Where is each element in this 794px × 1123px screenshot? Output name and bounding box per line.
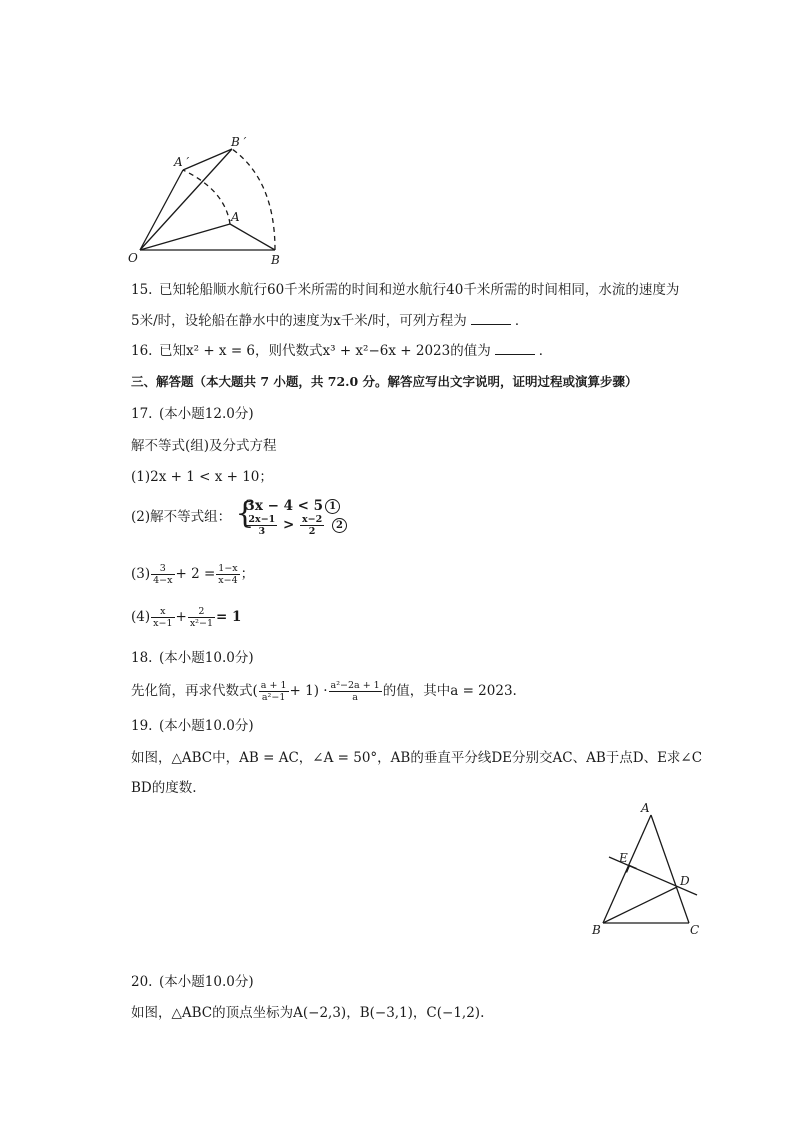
q18-header [131,649,254,667]
numerator: 2x−1 [248,514,276,525]
denominator: 2 [308,526,316,537]
numerator: a + 1 [260,680,287,691]
segment-ab [603,815,651,923]
label-o: O [128,251,138,265]
q20-score: (本小题10.0分) [159,974,254,990]
denominator: x²−1 [189,618,213,629]
q18-mid: + 1) · [289,683,328,699]
triangle-figure [585,795,710,940]
numerator: x [151,606,174,618]
label-a: A [231,210,240,224]
fraction-2-over-x2-1 [188,606,215,629]
system-row2 [245,514,347,537]
q16-end: ． [538,343,553,359]
q17-part1: (1)2x + 1 < x + 10； [131,469,273,485]
q15-number: 15. [131,282,153,298]
q18-number: 18. [131,650,153,666]
q18-prefix: 先化简，再求代数式( [131,683,258,699]
rotation-figure [125,128,295,268]
label-c: C [690,923,700,937]
numerator: a²−2a + 1 [330,680,380,691]
denominator: x−4 [218,575,238,586]
part4-mid: + [175,609,187,625]
label-a-prime: A ′ [174,155,190,169]
q16-answer-blank [495,342,535,355]
q16-text: 已知x² + x = 6，则代数式x³ + x²−6x + 2023的值为 [159,343,491,359]
part3-end: ； [240,566,255,582]
q19-line2: BD的度数. [131,780,197,796]
brace-icon: { [235,496,255,531]
q15-text-line1: 已知轮船顺水航行60千米所需的时间和逆水航行40千米所需的时间相同，水流的速度为 [159,282,680,298]
circled-number-2: 2 [332,518,347,533]
q19-number: 19. [131,718,153,734]
q18-body [131,680,517,703]
fraction-3-over-4-x [151,563,174,586]
q18-suffix: 的值，其中a = 2023. [382,683,517,699]
q15-answer-blank [471,312,511,325]
segment-oa [140,224,230,250]
inequality-system [235,498,347,537]
label-b-prime: B ′ [231,135,247,149]
segment-a-prime-b-prime [183,149,232,170]
fraction-a1-over-a2-1 [259,680,289,703]
part4-end: = 1 [215,609,242,625]
denominator: 4−x [153,575,173,586]
q19-header [131,717,254,735]
denominator: a [352,692,358,703]
numerator: 2 [188,606,215,618]
numerator: 1−x [218,563,238,574]
q20-line1: 如图，△ABC的顶点坐标为A(−2,3)，B(−3,1)，C(−1,2). [131,1005,485,1021]
denominator: x−1 [153,618,173,629]
q19-line1: 如图，△ABC中，AB = AC，∠A = 50°，AB的垂直平分线DE分别交AC、AB于点D、E求∠C [131,750,703,766]
gt-sign: > [282,517,295,533]
circled-number-1: 1 [325,499,340,514]
part3-mid: + 2 = [175,566,216,582]
q20-number: 20. [131,974,153,990]
q16-line [131,342,552,360]
q18-score: (本小题10.0分) [159,650,254,666]
q15-line2 [131,312,528,330]
q17-part2 [131,498,347,537]
q16-number: 16. [131,343,153,359]
section3-title: 三、解答题（本大题共 7 小题，共 72.0 分。解答应写出文字说明，证明过程或演算步骤） [131,374,638,389]
fraction-1-x-over-x-4 [216,563,239,586]
segment-bd [603,887,677,923]
system-row1 [245,498,347,514]
row1-text: 3x − 4 < 5 [245,498,324,514]
q17-part2-label: (2)解不等式组： [131,509,232,525]
fraction-a2-2a-1-over-a [329,680,382,703]
segment-ab [230,224,275,250]
fraction-x-2-over-2 [300,514,324,537]
q17-header [131,405,254,423]
q15-line1 [131,281,679,299]
q17-number: 17. [131,406,153,422]
q19-score: (本小题10.0分) [159,718,254,734]
q15-text-line2: 5米/时，设轮船在静水中的速度为x千米/时，可列方程为 [131,313,467,329]
part4-label: (4) [131,609,151,625]
label-b: B [592,923,601,937]
q17-part4 [131,606,241,629]
label-a: A [641,801,650,815]
q17-part3 [131,563,254,586]
q17-intro: 解不等式(组)及分式方程 [131,438,277,454]
q20-header [131,973,254,991]
q15-end: ． [514,313,529,329]
numerator: x−2 [302,514,323,525]
arc-b-to-b-prime [232,149,275,250]
q17-score: (本小题12.0分) [159,406,254,422]
fraction-x-over-x-1 [151,606,174,629]
denominator: 3 [258,526,266,537]
label-e: E [619,851,628,865]
denominator: a²−1 [261,692,286,703]
part3-label: (3) [131,566,151,582]
arc-a-to-a-prime [183,170,230,224]
numerator: 3 [151,563,174,575]
label-d: D [680,874,690,888]
segment-ac [651,815,689,923]
label-b: B [271,253,280,267]
